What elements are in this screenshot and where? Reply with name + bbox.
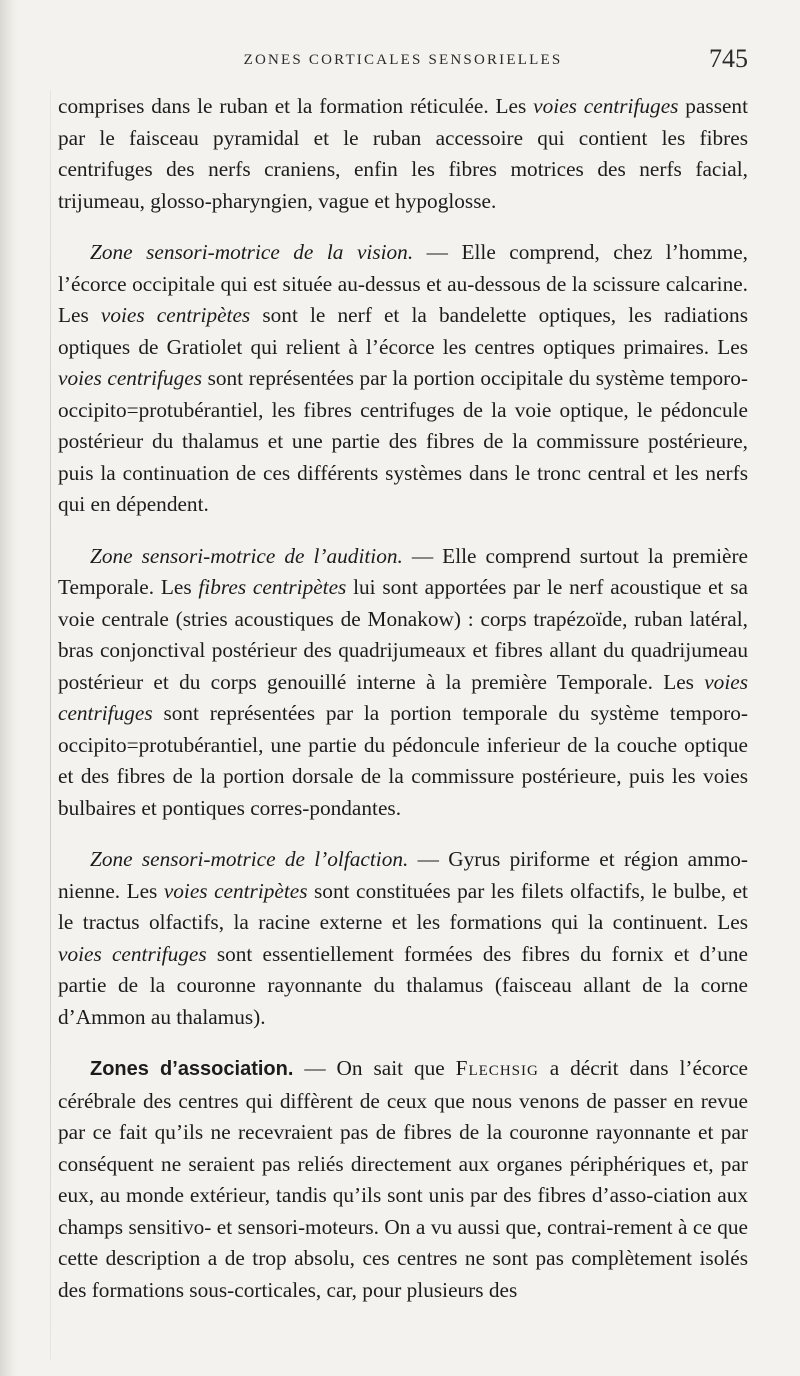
paragraph-olfaction (58, 844, 748, 1033)
italic-term: Zone sensori-motrice de la vision. (90, 240, 414, 264)
italic-term: voies centrifuges (533, 94, 679, 118)
body-text (58, 91, 748, 1326)
paragraph-audition (58, 541, 748, 825)
text-run: — Gyrus piriforme et région ammo-nienne. Les (58, 847, 748, 903)
italic-term: voies centrifuges (58, 366, 202, 390)
paragraph-association (58, 1053, 748, 1306)
text-run: comprises dans le ruban et la formation réticulée. Les (58, 94, 534, 118)
italic-term: voies centripètes (163, 878, 308, 903)
text-run: — Elle comprend, chez l’homme, l’écorce occipitale qui est située au-dessus et au-dessous de la scissure calcarine. Les (58, 240, 748, 327)
text-run: sont essentiellement formées des fibres du fornix et d’une partie de la couronne rayonnante du thalamus (faisceau allant de la corne d’Ammon au thalamus). (58, 941, 748, 1029)
gutter-line (50, 90, 51, 1360)
text-run: — Elle comprend surtout la première Temporale. Les (58, 543, 748, 599)
paragraph-vision (58, 237, 748, 521)
paragraph-continuation (58, 91, 748, 217)
italic-term: Zone sensori-motrice de l’audition. (90, 543, 403, 568)
text-run: sont représentées par la portion occipitale du système temporo-occipito=protubérantiel, les fibres centrifuges de la voie optique, le pédoncule postérieur du thalamus et une partie des fibres de la commissure postérieure, puis la continuation de ces différents systèmes dans le tronc central et les nerfs qui en dépendent. (58, 366, 748, 516)
italic-term: Zone sensori-motrice de l’olfaction. (90, 847, 409, 871)
italic-term: voies centripètes (100, 303, 251, 327)
page-edge-shadow (0, 0, 18, 1376)
page-header (58, 44, 748, 78)
author-name: Flechsig (455, 1056, 539, 1080)
italic-term: fibres centripètes (198, 575, 347, 599)
text-run: sont constituées par les filets olfactifs, le bulbe, et le tractus olfactifs, la racine externe et les formations qui la continuent. Les (58, 878, 748, 934)
text-run: lui sont apportées par le nerf acoustique et sa voie centrale (stries acoustiques de Monakow) : corps trapézoïde, ruban latéral, bras conjonctival postérieur des quadrijumeaux et fibres allant du quadrijumeau postérieur et du corps genouillé interne à la première Temporale. Les (58, 575, 748, 694)
text-run: sont le nerf et la bandelette optiques, les radiations optiques de Gratiolet qui relient à l’écorce les centres optiques primaires. Les (58, 303, 748, 359)
section-heading: Zones d’association. (90, 1058, 294, 1080)
italic-term: voies centrifuges (58, 941, 207, 966)
italic-term: voies centrifuges (58, 669, 748, 725)
page-number: 745 (709, 44, 748, 73)
text-run: sont représentées par la portion temporale du système temporo-occipito=protubérantiel, une partie du pédoncule inferieur de la couche optique et des fibres de la portion dorsale de la commissure postérieure, puis les voies bulbaires et pontiques corres-pondantes. (58, 701, 748, 820)
text-run: passent par le faisceau pyramidal et le ruban accessoire qui contient les fibres centrifuges des nerfs craniens, enfin les fibres motrices des nerfs facial, trijumeau, glosso-pharyngien, vague et hypoglosse. (58, 94, 749, 213)
running-head: ZONES CORTICALES SENSORIELLES (243, 52, 563, 68)
text-run: — On sait que (293, 1056, 456, 1080)
text-run: a décrit dans l’écorce cérébrale des centres qui diffèrent de ceux que nous venons de passer en revue par ce fait qu’ils ne recevraient pas de fibres de la couronne rayonnante et par conséquent ne seraient pas reliés directement aux organes périphériques et, par eux, au monde extérieur, tandis qu’ils sont unis par des fibres d’asso-ciation aux champs sensitivo- et sensori-moteurs. On a vu aussi que, contrai-rement à ce que cette description a de trop absolu, ces centres ne sont pas complètement isolés des formations sous-corticales, car, pour plusieurs des (58, 1056, 749, 1302)
